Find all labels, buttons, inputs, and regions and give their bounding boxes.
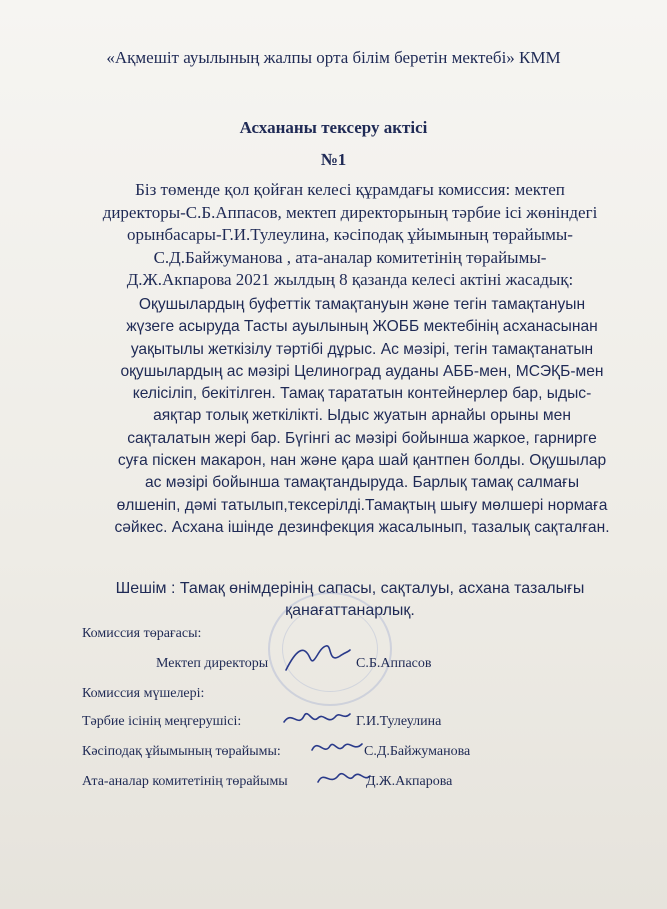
parents-signature [316, 764, 372, 792]
parents-role: Ата-аналар комитетінің төрайымы [82, 774, 288, 789]
parents-name: Д.Ж.Акпарова [366, 774, 453, 789]
body-line: жүзеге асыруда Тасты ауылының ЖОББ мектебінің асханасынан [126, 318, 598, 336]
document-title: Асхананы тексеру актісі [239, 118, 428, 137]
intro-line: орынбасары-Г.И.Тулеулина, кәсіподақ ұйымының төрайымы- [127, 225, 573, 244]
union-name: С.Д.Байжуманова [364, 744, 471, 759]
director-role: Мектеп директоры [156, 656, 269, 671]
director-name: С.Б.Аппасов [356, 656, 432, 671]
body-line: сәйкес. Асхана ішінде дезинфекция жасалынып, тазалық сақталған. [114, 518, 610, 536]
deputy-role: Тәрбие ісінің меңгерушісі: [82, 714, 242, 729]
intro-line: Д.Ж.Акпарова 2021 жылдың 8 қазанда келесі актіні жасадық: [126, 270, 574, 289]
act-number: №1 [320, 150, 347, 169]
body-line: келісіліп, бекітілген. Тамақ тарататын контейнерлер бар, ыдыс- [132, 385, 592, 403]
organization-name: «Ақмешіт ауылының жалпы орта білім беретін мектебі» КММ [106, 48, 561, 67]
decision-line: Шешім : Тамақ өнімдерінің сапасы, сақталуы, асхана тазалығы [115, 580, 585, 597]
body-line: уақытылы жеткізілу тәртібі дұрыс. Ас мәзірі, тегін тамақтанатын [130, 340, 594, 358]
intro-line: директоры-С.Б.Аппасов, мектеп директорының тәрбие ісі жөніндегі [102, 202, 598, 222]
body-paragraph [72, 294, 652, 539]
body-line: өлшеніп, дәмі татылып,тексерілді.Тамақтың шығу мөлшері нормаға [116, 496, 608, 514]
intro-paragraph [60, 179, 640, 292]
members-heading: Комиссия мүшелері: [82, 686, 205, 701]
deputy-name: Г.И.Тулеулина [356, 714, 442, 729]
union-signature [310, 734, 366, 762]
body-line: суға піскен макарон, нан және қара шай қантпен болды. Оқушылар [117, 452, 607, 470]
decision-line: қанағаттанарлық. [285, 602, 415, 619]
union-role: Кәсіподақ ұйымының төрайымы: [82, 744, 281, 759]
chair-heading: Комиссия төрағасы: [82, 626, 202, 641]
intro-line: С.Д.Байжуманова , ата-аналар комитетінің төрайымы- [153, 247, 547, 267]
deputy-signature [282, 704, 352, 734]
director-signature [282, 640, 352, 676]
body-line: аяқтар толық жеткілікті. Ыдыс жуатын арнайы орыны мен [153, 407, 571, 425]
body-line: ас мәзірі бойынша тамақтандыруда. Барлық тамақ салмағы [144, 474, 580, 492]
body-line: оқушылардың ас мәзірі Целиноград ауданы АББ-мен, МСЭҚБ-мен [120, 362, 604, 380]
intro-line: Біз төменде қол қойған келесі құрамдағы комиссия: мектеп [135, 180, 565, 199]
body-line: сақталатын жері бар. Бүгінгі ас мәзірі бойынша жаркое, гарнирге [127, 429, 597, 447]
body-line: Оқушылардың буфеттік тамақтануын және тегін тамақтануын [138, 296, 586, 313]
